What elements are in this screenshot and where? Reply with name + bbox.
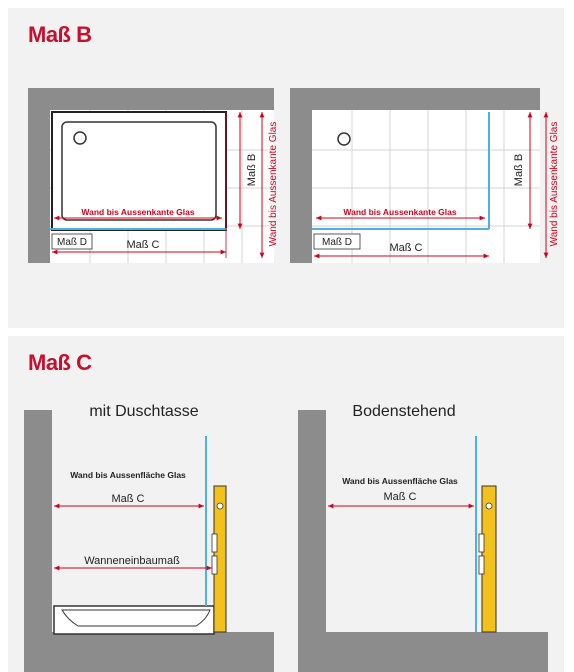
b-right-label-d: Maß D: [322, 237, 352, 248]
c-left-hinge-1: [212, 534, 217, 552]
c-right-diagram: [298, 403, 548, 672]
b-right-label-b: Maß B: [513, 153, 525, 187]
b-right-wall-top: [290, 88, 540, 110]
b-left-label-d: Maß D: [57, 237, 87, 248]
c-right-label-c: Maß C: [383, 491, 417, 503]
b-right-label-vertical: Wand bis Aussenkante Glas: [549, 121, 560, 247]
mass-c-diagrams: [8, 336, 564, 672]
c-right-label-glass: Wand bis Aussenfläche Glas: [342, 476, 458, 486]
b-right-label-c: Maß C: [389, 242, 423, 254]
c-left-label-tray: Wanneneinbaumaß: [84, 555, 180, 567]
b-left-label-c: Maß C: [126, 239, 160, 251]
b-right-wall-side: [290, 88, 312, 263]
mass-b-diagrams: [8, 8, 564, 328]
section-c-heading: Maß C: [28, 350, 92, 375]
b-left-diagram: [28, 88, 279, 263]
c-left-tray-basin: [62, 610, 210, 626]
b-left-label-glass: Wand bis Aussenkante Glas: [81, 207, 195, 217]
c-right-hinge-2: [479, 556, 484, 574]
b-right-diagram: [290, 88, 560, 263]
b-left-label-b: Maß B: [246, 153, 258, 187]
c-left-label-glass: Wand bis Aussenfläche Glas: [70, 470, 186, 480]
c-left-floor: [24, 632, 274, 672]
c-right-floor: [298, 632, 548, 672]
b-left-wall-side: [28, 88, 50, 263]
b-left-wall-top: [28, 88, 274, 110]
c-right-profile-screw: [486, 503, 492, 509]
b-left-label-vertical: Wand bis Aussenkante Glas: [268, 121, 279, 247]
section-mass-c: [8, 336, 564, 672]
section-mass-b: [8, 8, 564, 328]
c-right-title: Bodenstehend: [352, 403, 456, 420]
c-left-hinge-2: [212, 556, 217, 574]
b-right-label-glass: Wand bis Aussenkante Glas: [343, 207, 457, 217]
c-left-label-c: Maß C: [111, 493, 145, 505]
c-right-hinge-1: [479, 534, 484, 552]
c-left-title: mit Duschtasse: [89, 403, 199, 420]
c-left-profile-screw: [217, 503, 223, 509]
c-left-diagram: [24, 403, 274, 672]
section-b-heading: Maß B: [28, 22, 92, 47]
